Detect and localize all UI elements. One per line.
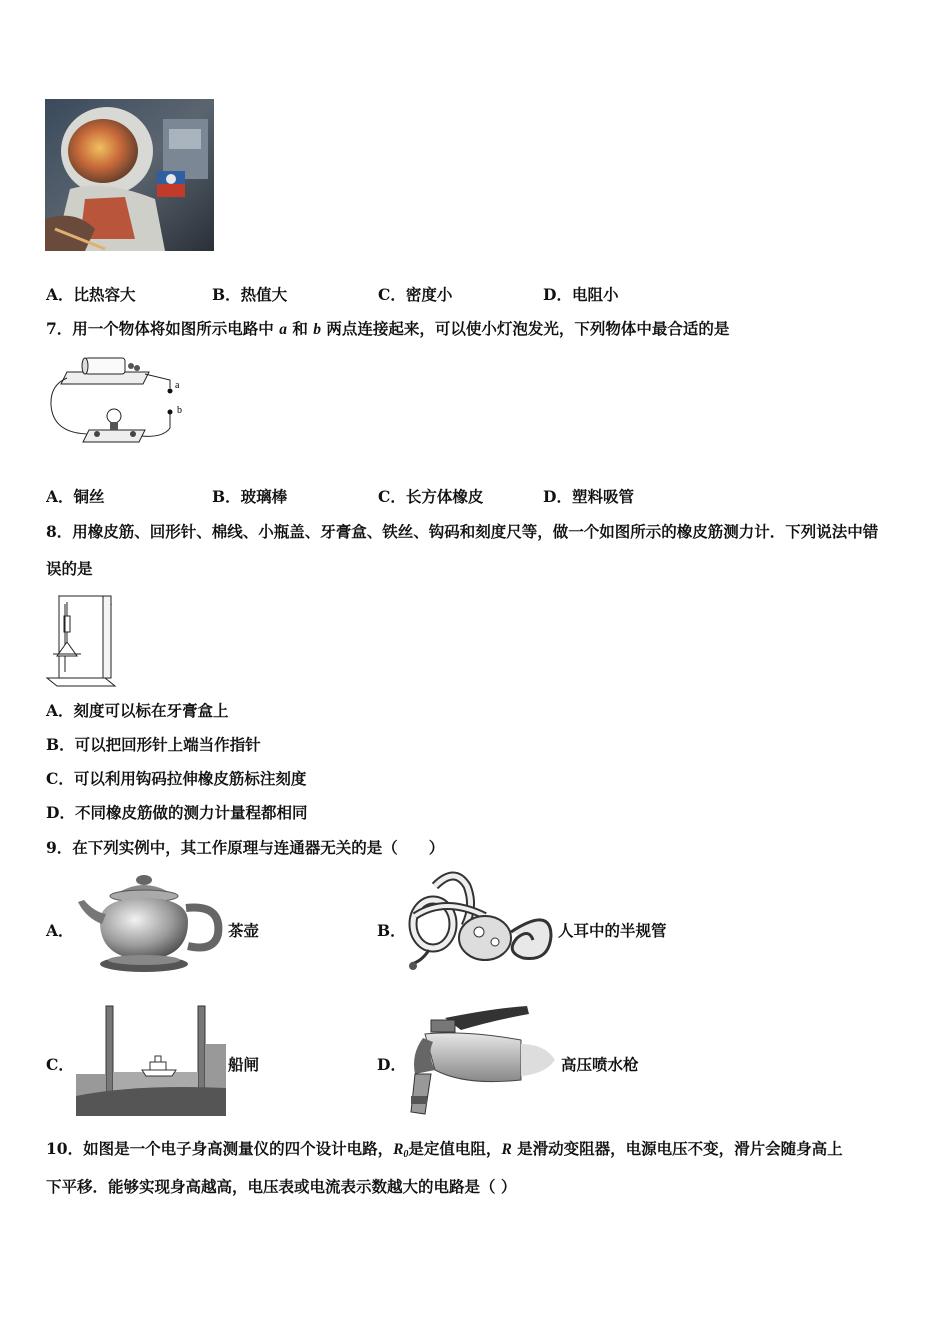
q10-r0 — [393, 1141, 408, 1158]
q9-question: 9．在下列实例中，其工作原理与连通器无关的是（ ） — [46, 838, 445, 857]
q10-r: R — [501, 1141, 512, 1158]
q7-label-b: b — [177, 405, 182, 416]
q7-var-a: a — [279, 321, 287, 338]
teapot-image — [76, 872, 226, 977]
q9-option-d-caption: 高压喷水枪 — [561, 1055, 639, 1074]
q9-option-d-letter[interactable]: D． — [377, 1055, 406, 1074]
q7-option-c[interactable]: C．长方体橡皮 — [378, 487, 484, 506]
q6-option-c[interactable]: C．密度小 — [378, 285, 453, 304]
ship-lock-image — [76, 1004, 226, 1116]
water-gun-image — [405, 1004, 560, 1116]
q7-circuit-diagram — [45, 350, 195, 455]
q6-option-a[interactable]: A．比热容大 — [46, 285, 136, 304]
q10-text-pre: 10．如图是一个电子身高测量仪的四个设计电路， — [46, 1139, 394, 1158]
q6-option-b[interactable]: B．热值大 — [212, 285, 288, 304]
q8-option-b[interactable]: B．可以把回形针上端当作指针 — [46, 735, 261, 754]
q6-option-d[interactable]: D．电阻小 — [543, 285, 619, 304]
q7-text-pre: 7．用一个物体将如图所示电路中 — [46, 319, 280, 338]
q9-option-b-letter[interactable]: B． — [377, 921, 406, 940]
q8-option-c[interactable]: C．可以利用钩码拉伸橡皮筋标注刻度 — [46, 769, 307, 788]
q7-text-post: 两点连接起来，可以使小灯泡发光，下列物体中最合适的是 — [320, 319, 730, 338]
q10-text-post: 是滑动变阻器，电源电压不变，滑片会随身高上 — [511, 1139, 843, 1158]
q7-option-a[interactable]: A．铜丝 — [46, 487, 105, 506]
q8-spring-scale-diagram — [45, 590, 117, 690]
q8-option-a[interactable]: A．刻度可以标在牙膏盒上 — [46, 701, 229, 720]
q8-question-line2: 误的是 — [46, 559, 93, 578]
q9-option-c-caption: 船闸 — [228, 1055, 260, 1074]
q10-question-line2: 下平移．能够实现身高越高，电压表或电流表示数越大的电路是（ ） — [46, 1177, 517, 1196]
q10-r0-base: R — [393, 1141, 404, 1158]
q7-label-a: a — [175, 380, 180, 391]
q10-r0-sub: 0 — [403, 1149, 409, 1160]
semicircular-canal-image — [405, 866, 557, 981]
q7-var-b: b — [313, 321, 321, 338]
q7-option-d[interactable]: D．塑料吸管 — [543, 487, 634, 506]
q8-question-line1: 8．用橡皮筋、回形针、棉线、小瓶盖、牙膏盒、铁丝、钩码和刻度尺等，做一个如图所示的橡皮筋测力计．下列说法中错 — [46, 522, 879, 541]
q9-option-b-caption: 人耳中的半规管 — [558, 921, 667, 940]
q10-text-mid: 是定值电阻， — [408, 1139, 502, 1158]
q9-option-a-letter[interactable]: A． — [46, 921, 74, 940]
q9-option-c-letter[interactable]: C． — [46, 1055, 74, 1074]
q7-text-mid: 和 — [286, 319, 314, 338]
astronaut-image — [45, 99, 214, 251]
q10-question-line1 — [46, 1138, 843, 1166]
q7-question — [46, 318, 729, 341]
q8-option-d[interactable]: D．不同橡皮筋做的测力计量程都相同 — [46, 803, 308, 822]
q9-option-a-caption: 茶壶 — [228, 921, 260, 940]
q7-option-b[interactable]: B．玻璃棒 — [212, 487, 288, 506]
